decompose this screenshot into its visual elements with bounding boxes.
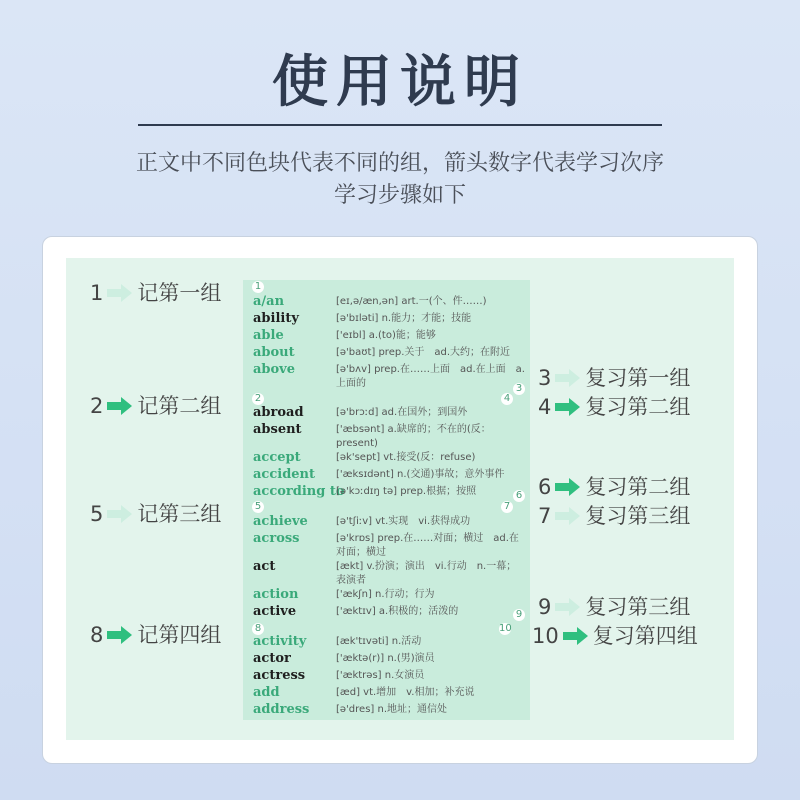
vocab-entry: [253, 311, 533, 329]
step-number: 9: [538, 595, 552, 619]
vocab-definition: ['ækʃn] n.行动；行为: [336, 589, 435, 600]
vocab-definition: [ækt] v.扮演；演出 vi.行动 n.一幕；表演者: [336, 561, 517, 586]
vocab-entry: [253, 604, 533, 622]
step-label: 复习第四组: [592, 624, 698, 648]
review-step: [532, 620, 698, 650]
step-number: 7: [538, 504, 552, 528]
right-arrow-icon: [107, 625, 133, 645]
vocab-word: actress: [253, 668, 306, 683]
vocab-definition: [ə'krɒs] prep.在……对面；横过 ad.在对面；横过: [336, 533, 519, 558]
vocab-entry: [253, 450, 533, 468]
vocab-entry: [253, 559, 533, 586]
group-order-badge: 10: [499, 623, 512, 634]
vocab-definition: ['æktə(r)] n.(男)演员: [336, 653, 435, 664]
vocab-entry: [253, 345, 533, 363]
vocab-definition: [eɪ,ə/æn,ən] art.一(个、件……): [336, 296, 487, 307]
group-order-badge: 1: [252, 281, 264, 293]
vocab-definition: [æd] vt.增加 v.相加；补充说: [336, 687, 475, 698]
vocab-definition: [ə'tʃiːv] vt.实现 vi.获得成功: [336, 516, 471, 527]
right-arrow-icon: [107, 504, 133, 524]
title-divider: [138, 124, 662, 126]
vocab-entry: [253, 634, 533, 652]
vocab-word: add: [253, 685, 280, 700]
memorize-step: [90, 277, 221, 307]
vocab-definition: ['æktrəs] n.女演员: [336, 670, 425, 681]
right-arrow-icon: [555, 368, 581, 388]
memorize-step: [90, 498, 221, 528]
vocab-definition: [ək'sept] vt.接受(反：refuse): [336, 452, 476, 463]
vocab-entry: [253, 531, 533, 558]
group-order-badge: 7: [501, 501, 513, 513]
review-step: [538, 391, 690, 421]
vocab-word: accept: [253, 450, 301, 465]
vocab-word: able: [253, 328, 284, 343]
step-number: 8: [90, 623, 104, 647]
group-order-badge: 8: [252, 623, 264, 635]
step-number: 4: [538, 395, 552, 419]
group-order-badge: 4: [501, 393, 513, 405]
vocab-word: address: [253, 702, 310, 717]
subtitle-line-2: 学习步骤如下: [333, 183, 466, 208]
vocab-definition: [ə'kɔːdɪŋ tə] prep.根据；按照: [336, 486, 477, 497]
vocab-definition: [ə'bɪləti] n.能力；才能；技能: [336, 313, 472, 324]
step-label: 记第三组: [137, 502, 222, 526]
step-number: 3: [538, 366, 552, 390]
review-step: [538, 591, 690, 621]
vocab-definition: ['æksɪdənt] n.(交通)事故；意外事件: [336, 469, 505, 480]
step-label: 记第四组: [137, 623, 222, 647]
vocab-entry: [253, 702, 533, 720]
vocab-entry: [253, 362, 533, 389]
vocab-word: action: [253, 587, 299, 602]
vocab-definition: ['æktɪv] a.积极的；活泼的: [336, 606, 459, 617]
step-number: 2: [90, 394, 104, 418]
right-arrow-icon: [107, 283, 133, 303]
vocab-entry: [253, 422, 533, 449]
vocab-word: across: [253, 531, 300, 546]
page-title: 使用说明: [272, 50, 528, 115]
right-arrow-icon: [555, 597, 581, 617]
vocab-entry: [253, 587, 533, 605]
step-label: 记第二组: [137, 394, 222, 418]
vocab-word: act: [253, 559, 276, 574]
vocab-definition: [æk'tɪvəti] n.活动: [336, 636, 422, 647]
vocab-definition: [ə'brɔːd] ad.在国外；到国外: [336, 407, 468, 418]
step-label: 复习第二组: [585, 475, 691, 499]
vocab-word: activity: [253, 634, 307, 649]
group-order-badge: 3: [513, 383, 525, 395]
vocab-word: ability: [253, 311, 299, 326]
vocab-entry: [253, 651, 533, 669]
vocab-word: achieve: [253, 514, 308, 529]
group-order-badge: 9: [513, 609, 525, 621]
vocab-definition: [ə'dres] n.地址；通信处: [336, 704, 448, 715]
step-label: 复习第三组: [585, 595, 691, 619]
right-arrow-icon: [555, 477, 581, 497]
vocab-entry: [253, 294, 533, 312]
step-label: 复习第二组: [585, 395, 691, 419]
group-order-badge: 5: [252, 501, 264, 513]
subtitle-line-1: 正文中不同色块代表不同的组，箭头数字代表学习次序: [135, 151, 664, 176]
vocab-word: accident: [253, 467, 316, 482]
vocab-definition: [ə'bʌv] prep.在……上面 ad.在上面 a.上面的: [336, 364, 525, 389]
vocab-entry: [253, 685, 533, 703]
vocab-word: about: [253, 345, 295, 360]
step-label: 复习第三组: [585, 504, 691, 528]
memorize-step: [90, 619, 221, 649]
step-number: 1: [90, 281, 104, 305]
review-step: [538, 362, 690, 392]
memorize-step: [90, 390, 221, 420]
vocab-entry: [253, 668, 533, 686]
vocab-definition: ['æbsənt] a.缺席的；不在的(反：present): [336, 424, 491, 449]
step-number: 10: [532, 624, 559, 648]
vocab-entry: [253, 405, 533, 423]
right-arrow-icon: [563, 626, 589, 646]
vocab-entry: [253, 467, 533, 485]
vocab-entry: [253, 484, 533, 502]
vocab-definition: [ə'baʊt] prep.关于 ad.大约；在附近: [336, 347, 511, 358]
vocab-word: active: [253, 604, 297, 619]
right-arrow-icon: [555, 397, 581, 417]
right-arrow-icon: [555, 506, 581, 526]
step-number: 6: [538, 475, 552, 499]
vocab-word: above: [253, 362, 296, 377]
review-step: [538, 471, 690, 501]
right-arrow-icon: [107, 396, 133, 416]
group-order-badge: 6: [513, 490, 525, 502]
vocab-word: actor: [253, 651, 291, 666]
vocab-word: according to: [253, 484, 345, 499]
vocab-word: abroad: [253, 405, 304, 420]
step-label: 复习第一组: [585, 366, 691, 390]
review-step: [538, 500, 690, 530]
vocab-word: absent: [253, 422, 302, 437]
group-order-badge: 2: [252, 393, 264, 405]
step-label: 记第一组: [137, 281, 222, 305]
vocab-entry: [253, 514, 533, 532]
vocab-definition: ['eɪbl] a.(to)能；能够: [336, 330, 436, 341]
vocab-entry: [253, 328, 533, 346]
step-number: 5: [90, 502, 104, 526]
vocab-word: a/an: [253, 294, 285, 309]
